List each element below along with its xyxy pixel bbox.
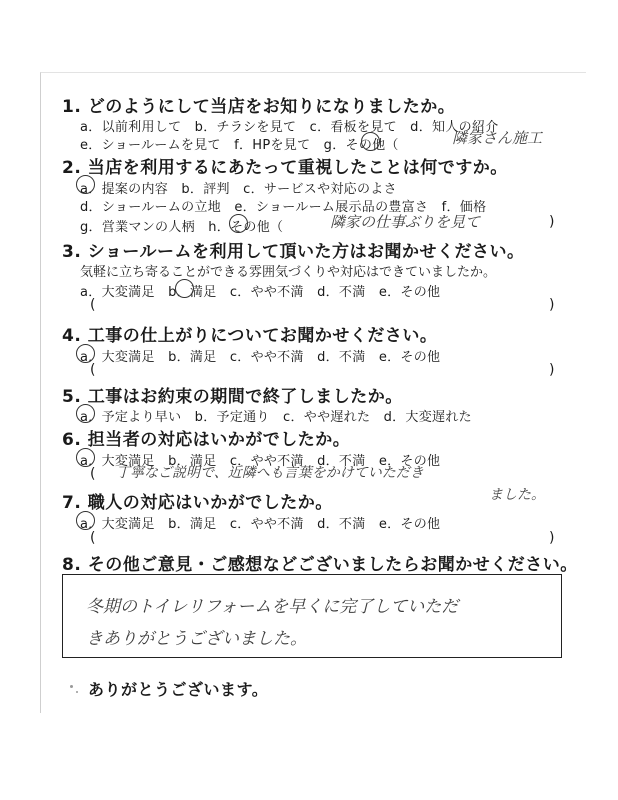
question-6-title: 6. 担当者の対応はいかがでしたか。 — [62, 430, 351, 450]
question-4-paren-close: ) — [549, 362, 555, 378]
question-2-handwritten-answer: 隣家の仕事ぶりを見て — [330, 213, 481, 231]
question-7-title: 7. 職人の対応はいかがでしたか。 — [62, 493, 333, 513]
question-6-handwritten-answer-line1: 丁寧なご説明で、近隣へも言葉をかけていただき — [116, 465, 424, 481]
answer-circle-q1-g — [361, 132, 380, 151]
question-6-paren-open: ( — [90, 466, 96, 482]
question-3-subtitle: 気軽に立ち寄ることができる雰囲気づくりや対応はできていましたか。 — [80, 265, 497, 280]
question-5-title: 5. 工事はお約束の期間で終了しましたか。 — [62, 387, 403, 407]
question-1-options-row2: e．ショールームを見て f．HPを見て g．その他（ — [80, 138, 399, 153]
question-3-title: 3. ショールームを利用して頂いた方はお聞かせください。 — [62, 242, 525, 262]
question-5-options: a．予定より早い b．予定通り c．やや遅れた d．大変遅れた — [80, 410, 472, 425]
question-4-paren-open: ( — [90, 362, 96, 378]
scan-speck — [76, 691, 78, 693]
answer-circle-q3-b — [175, 279, 194, 298]
question-6-options: a．大変満足 b．満足 c．やや不満 d．不満 e．その他 — [80, 454, 441, 469]
comment-line-1: 冬期のトイレリフォームを早くに完了していただ — [86, 597, 459, 617]
question-7-paren-close: ) — [549, 530, 555, 546]
question-1-handwritten-answer: 隣家さん施工 — [452, 129, 543, 147]
question-1-title: 1. どのようにして当店をお知りになりましたか。 — [62, 97, 456, 117]
question-4-title: 4. 工事の仕上がりについてお聞かせください。 — [62, 326, 438, 346]
comment-line-2: きありがとうございました。 — [86, 629, 307, 649]
question-2-options-row3: g．営業マンの人柄 h．その他（ — [80, 220, 284, 235]
question-2-options-row2: d．ショールームの立地 e．ショールーム展示品の豊富さ f．価格 — [80, 200, 487, 215]
answer-circle-q7-a — [76, 511, 95, 530]
question-4-options: a．大変満足 b．満足 c．やや不満 d．不満 e．その他 — [80, 350, 441, 365]
question-7-paren-open: ( — [90, 530, 96, 546]
question-2-paren-close: ) — [549, 214, 555, 230]
answer-circle-q6-a — [76, 448, 95, 467]
question-3-options: a．大変満足 b．満足 c．やや不満 d．不満 e．その他 — [80, 285, 441, 300]
question-8-title: 8. その他ご意見・ご感想などございましたらお聞かせください。 — [62, 555, 578, 575]
question-3-paren-open: ( — [90, 297, 96, 313]
answer-circle-q2-a — [76, 175, 95, 194]
scan-speck — [70, 685, 73, 688]
question-2-title: 2. 当店を利用するにあたって重視したことは何ですか。 — [62, 158, 508, 178]
question-6-handwritten-answer-line2: ました。 — [489, 487, 545, 503]
question-7-options: a．大変満足 b．満足 c．やや不満 d．不満 e．その他 — [80, 517, 441, 532]
question-1-options-row1: a．以前利用して b．チラシを見て c．看板を見て d．知人の紹介 — [80, 120, 499, 135]
answer-circle-q5-a — [76, 404, 95, 423]
answer-circle-q4-a — [76, 344, 95, 363]
answer-circle-q2-h — [229, 214, 248, 233]
question-3-paren-close: ) — [549, 297, 555, 313]
question-2-options-row1: a．提案の内容 b．評判 c．サービスや対応のよさ — [80, 182, 397, 197]
closing-thanks: ありがとうございます。 — [88, 680, 269, 699]
